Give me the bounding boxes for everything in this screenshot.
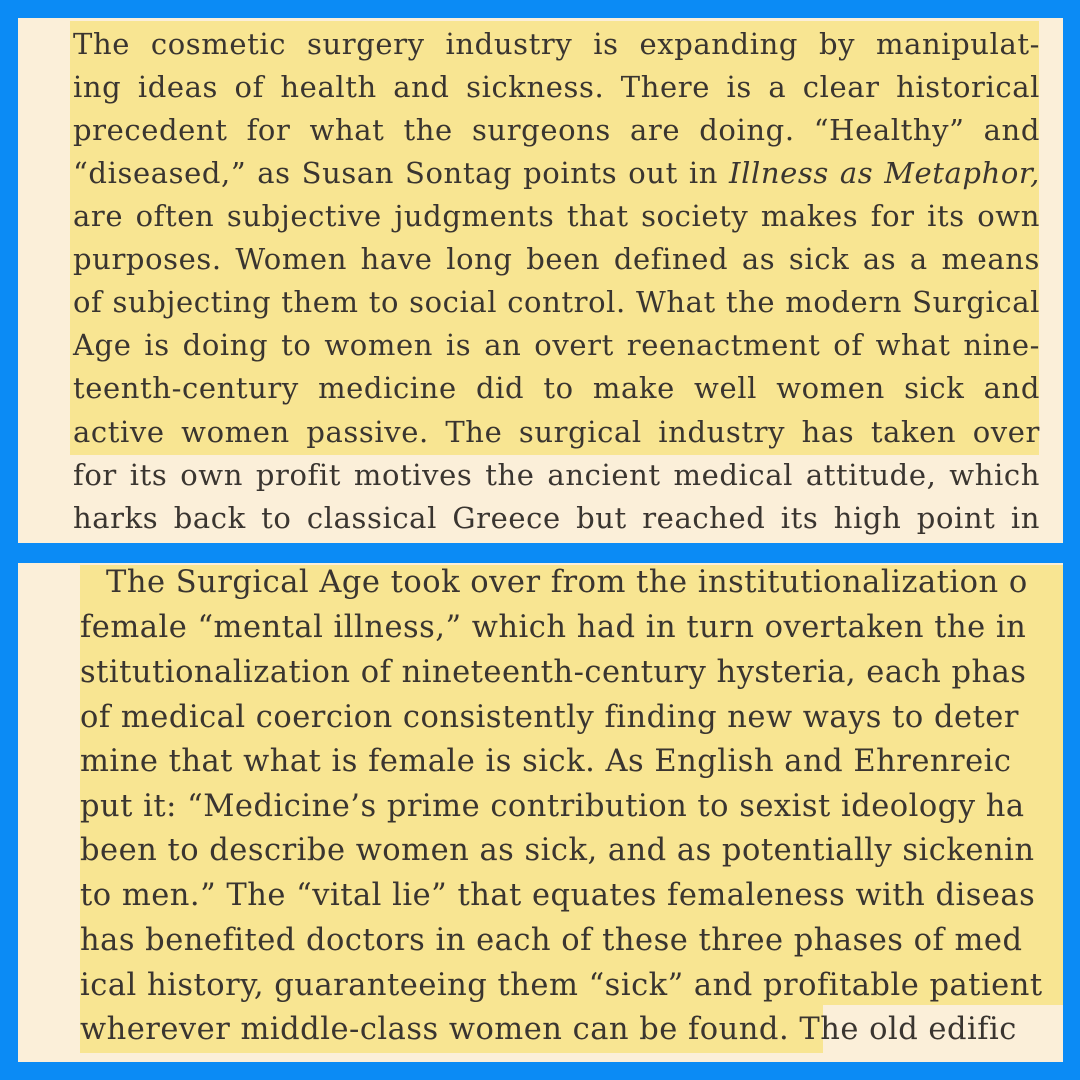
text-line: are often subjective judgments that society makes for its own [73,199,1040,233]
text-fragment: “diseased,” as Susan Sontag points out in [73,156,718,190]
text-line: been to describe women as sick, and as potentially sickenin [80,836,1035,867]
text-line: for its own profit motives the ancient medical attitude, which [73,458,1040,492]
text-line: stitutionalization of nineteenth-century hysteria, each phas [80,658,1027,689]
text-line: to men.” The “vital lie” that equates femaleness with diseas [80,881,1036,912]
text-line: has benefited doctors in each of these three phases of med [80,926,1023,957]
text-line: purposes. Women have long been defined as sick as a means [73,242,1040,276]
text-line: of subjecting them to social control. What the modern Surgical [73,285,1040,319]
book-title: Illness as Metaphor, [729,156,1040,190]
text-line: put it: “Medicine’s prime contribution to sexist ideology ha [80,792,1025,823]
text-line: of medical coercion consistently finding new ways to deter [80,703,1019,734]
text-line: teenth-century medicine did to make well women sick and [73,371,1040,405]
text-line: The Surgical Age took over from the institutionalization o [106,568,1028,599]
text-fragment: The surgical industry has taken over [428,415,1040,449]
text-line: The cosmetic surgery industry is expanding by manipulat- [73,27,1040,61]
text-line: ical history, guaranteeing them “sick” and profitable patient [80,971,1043,1002]
text-line [73,156,1040,190]
text-line: precedent for what the surgeons are doing. “Healthy” and [73,113,1040,147]
bottom-page-panel [18,563,1063,1062]
text-line: Age is doing to women is an overt reenactment of what nine- [73,328,1040,362]
text-line [73,415,1040,449]
text-line [80,1015,1063,1046]
top-page-panel [18,18,1063,543]
highlighted-text: wherever middle-class women can be found. [80,1015,790,1046]
text-line: female “mental illness,” which had in turn overtaken the in [80,613,1027,644]
text-fragment: The old edific [789,1015,1017,1046]
text-line: harks back to classical Greece but reached its high point in [73,501,1040,535]
text-line: mine that what is female is sick. As English and Ehrenreic [80,747,1012,778]
text-line: ing ideas of health and sickness. There is a clear historical [73,70,1040,104]
highlighted-text: active women passive. [73,415,429,449]
